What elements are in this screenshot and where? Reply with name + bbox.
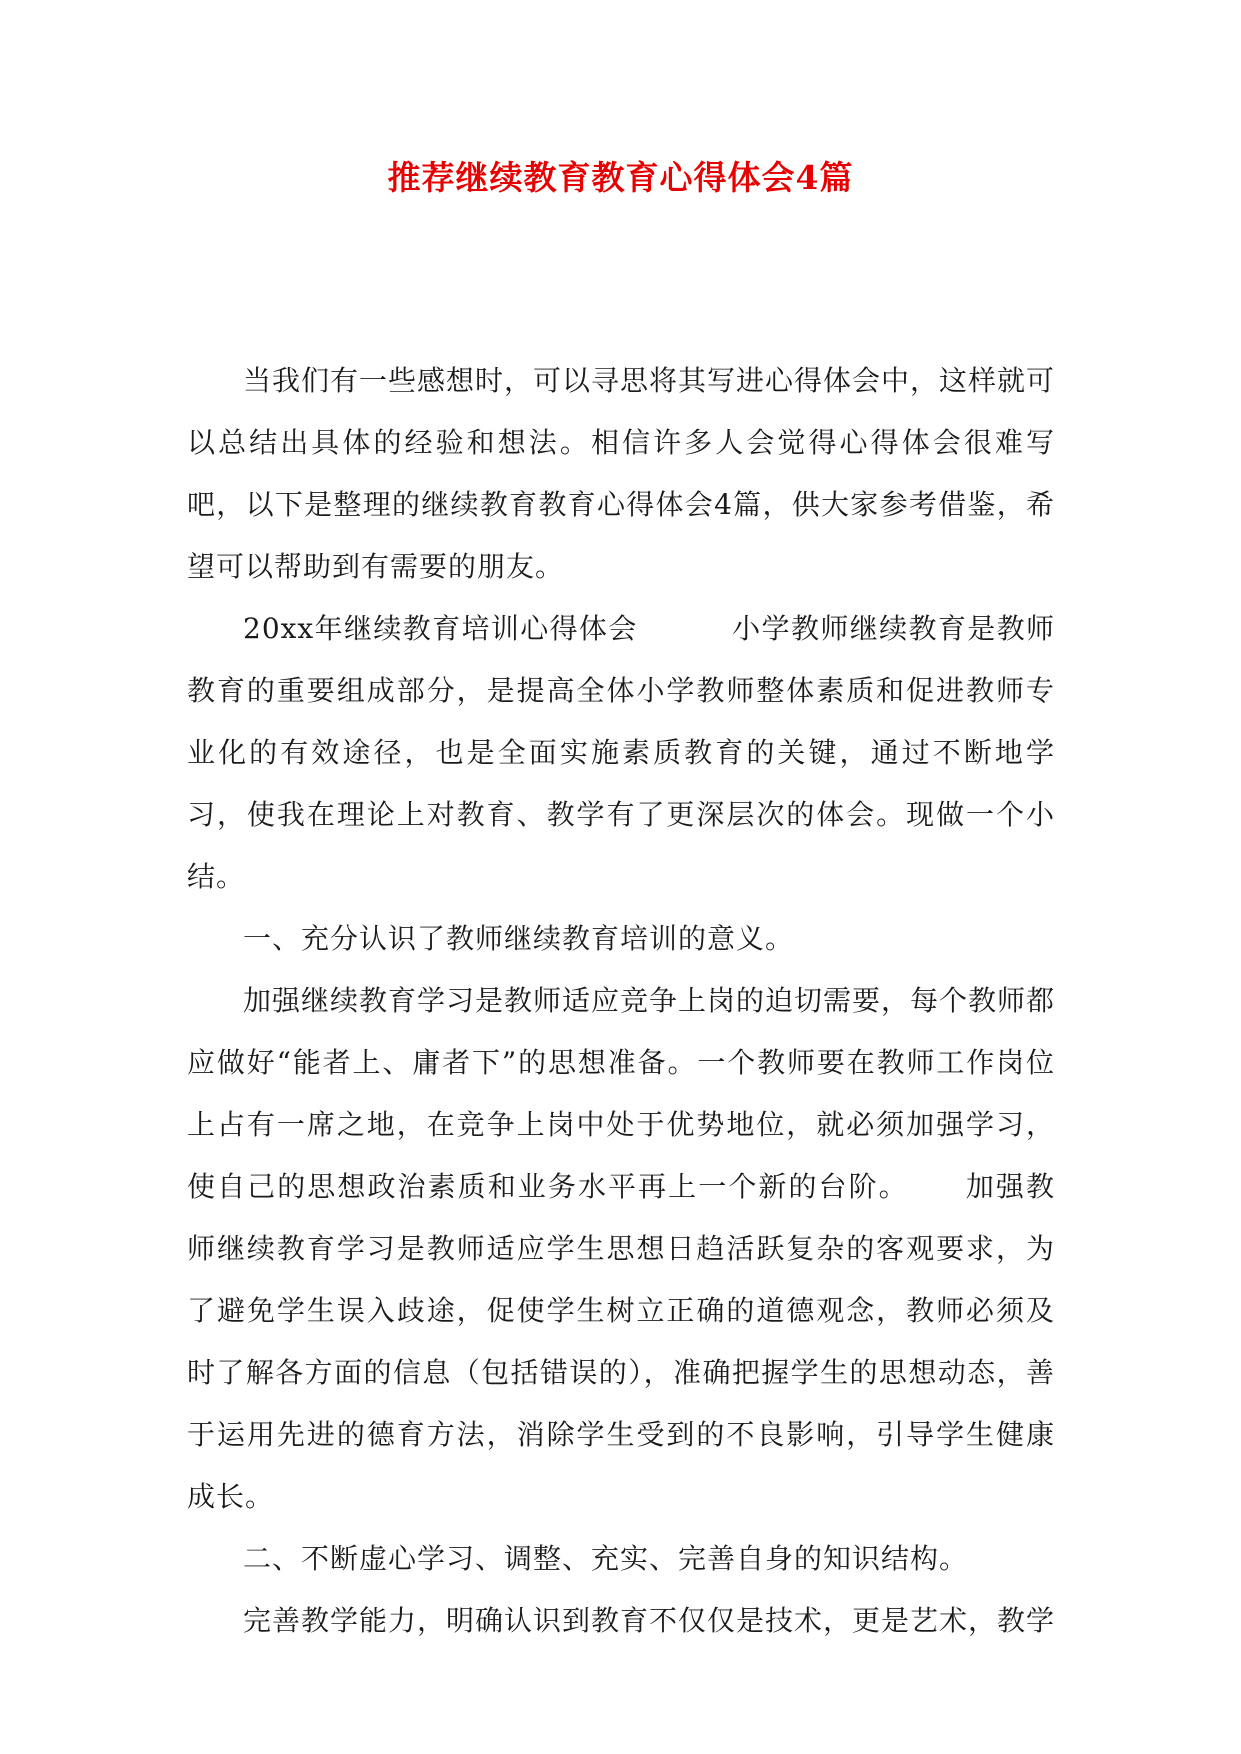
essay1-heading: 20xx年继续教育培训心得体会: [243, 612, 638, 645]
section1-paragraph: [187, 970, 1055, 1528]
essay1-first-paragraph: 小学教师继续教育是教师教育的重要组成部分，是提高全体小学教师整体素质和促进教师专业化的有效途径，也是全面实施素质教育的关键，通过不断地学习，使我在理论上对教育、教学有了更深层次的体会。现做一个小结。: [187, 612, 1055, 893]
section2-heading: 二、不断虚心学习、调整、充实、完善自身的知识结构。: [243, 1542, 969, 1575]
section2-paragraph: 完善教学能力，明确认识到教育不仅仅是技术，更是艺术，教学: [243, 1604, 1056, 1637]
document-title: 推荐继续教育教育心得体会4篇: [387, 158, 854, 197]
section1-paragraph-a: 加强继续教育学习是教师适应竞争上岗的迫切需要，每个教师都应做好“能者上、庸者下”的思想准备。一个教师要在教师工作岗位上占有一席之地，在竞争上岗中处于优势地位，就必须加强学习，使自己的思想政治素质和业务水平再上一个新的台阶。: [187, 984, 1056, 1203]
section1-heading: 一、充分认识了教师继续教育培训的意义。: [243, 922, 795, 955]
essay1-opening-paragraph: [187, 598, 1055, 908]
section1-paragraph-b: 加强教师继续教育学习是教师适应学生思想日趋活跃复杂的客观要求，为了避免学生误入歧途，促使学生树立正确的道德观念，教师必须及时了解各方面的信息（包括错误的），准确把握学生的思想动态，善于运用先进的德育方法，消除学生受到的不良影响，引导学生健康成长。: [187, 1170, 1055, 1513]
intro-paragraph: 当我们有一些感想时，可以寻思将其写进心得体会中，这样就可以总结出具体的经验和想法。相信许多人会觉得心得体会很难写吧，以下是整理的继续教育教育心得体会4篇，供大家参考借鉴，希望可以帮助到有需要的朋友。: [187, 364, 1056, 583]
document-body: [187, 350, 1055, 1652]
